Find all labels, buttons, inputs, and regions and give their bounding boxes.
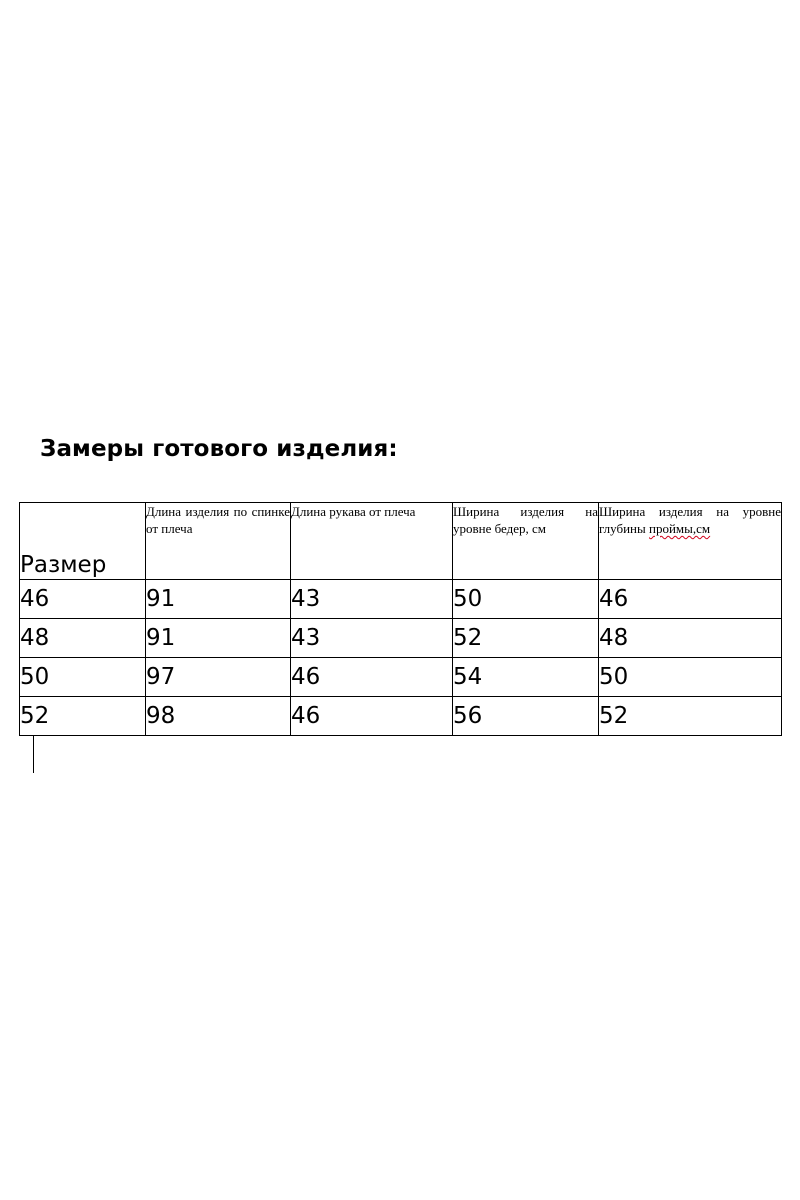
value-cell: 43 — [291, 580, 453, 619]
value-cell: 98 — [146, 697, 291, 736]
value-cell: 43 — [291, 619, 453, 658]
table-row — [20, 619, 782, 658]
size-column-header: Размер — [20, 503, 146, 580]
size-cell: 52 — [20, 697, 146, 736]
value-cell: 46 — [291, 658, 453, 697]
value-cell: 52 — [453, 619, 599, 658]
value-cell: 50 — [453, 580, 599, 619]
table-row — [20, 658, 782, 697]
column-header-armhole-width — [599, 503, 782, 580]
text-cursor — [33, 736, 34, 773]
size-cell: 48 — [20, 619, 146, 658]
column-header-hip-width: Ширина изделия на уровне бедер, см — [453, 503, 599, 580]
value-cell: 46 — [599, 580, 782, 619]
page-title: Замеры готового изделия: — [40, 436, 398, 462]
value-cell: 91 — [146, 619, 291, 658]
value-cell: 54 — [453, 658, 599, 697]
column-header-armhole-width-text: Ширина изделия на уровне глубины — [599, 504, 781, 536]
value-cell: 97 — [146, 658, 291, 697]
value-cell: 52 — [599, 697, 782, 736]
table-header-row — [20, 503, 782, 580]
size-cell: 50 — [20, 658, 146, 697]
value-cell: 50 — [599, 658, 782, 697]
size-cell: 46 — [20, 580, 146, 619]
table-row — [20, 580, 782, 619]
measurements-table — [19, 502, 782, 736]
value-cell: 91 — [146, 580, 291, 619]
spellcheck-underlined-word: проймы,см — [649, 521, 711, 536]
column-header-sleeve-length: Длина рукава от плеча — [291, 503, 453, 580]
column-header-back-length: Длина изделия по спинке от плеча — [146, 503, 291, 580]
table-row — [20, 697, 782, 736]
value-cell: 46 — [291, 697, 453, 736]
value-cell: 56 — [453, 697, 599, 736]
value-cell: 48 — [599, 619, 782, 658]
